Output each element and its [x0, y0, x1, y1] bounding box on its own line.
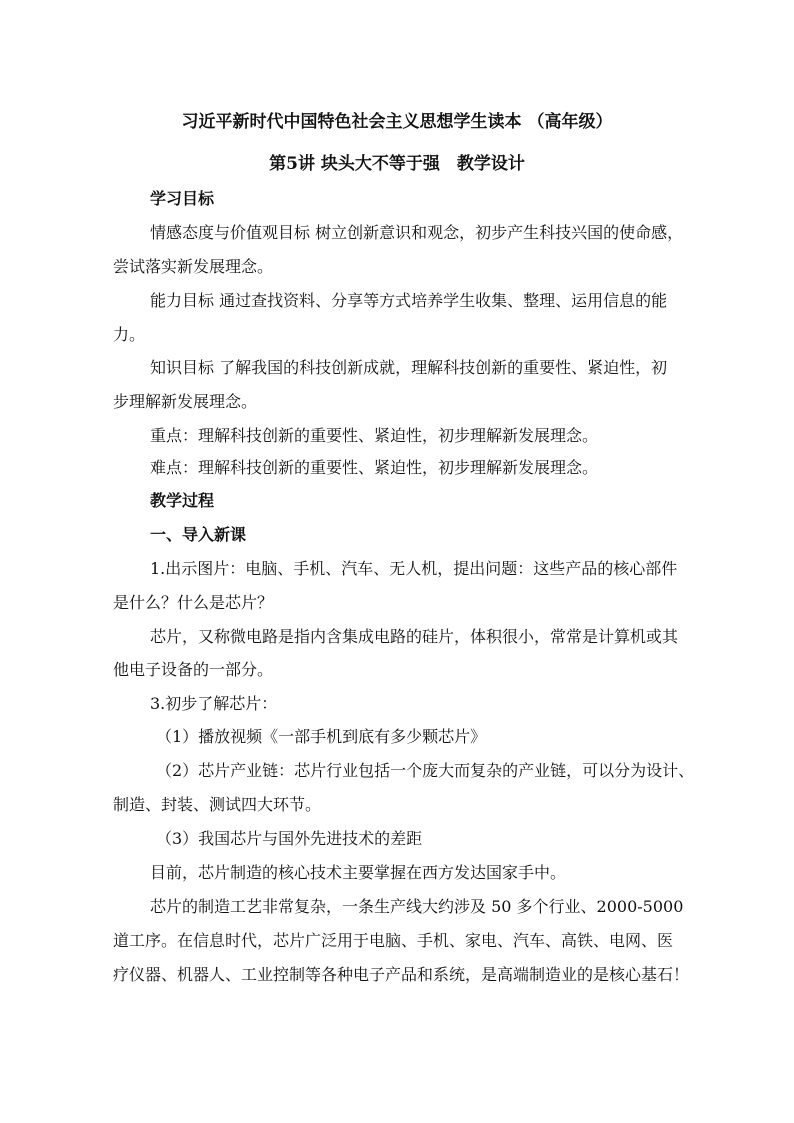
ability-goal-line-2: 力。: [113, 325, 146, 344]
current-state: 目前，芯片制造的核心技术主要掌握在西方发达国家手中。: [150, 863, 567, 882]
difficult-point: 难点：理解科技创新的重要性、紧迫性，初步理解新发展理念。: [150, 458, 599, 477]
knowledge-goal-line-2: 步理解新发展理念。: [113, 392, 258, 411]
sub-item-3: （3）我国芯片与国外先进技术的差距: [156, 829, 423, 848]
document-title: 习近平新时代中国特色社会主义思想学生读本 （高年级）: [181, 112, 613, 132]
emotion-goal-line-1: 情感态度与价值观目标 树立创新意识和观念，初步产生科技兴国的使命感，: [150, 223, 684, 242]
intro-heading: 一、导入新课: [150, 525, 247, 544]
item-3: 3.初步了解芯片：: [150, 694, 278, 713]
sub-item-1: （1）播放视频《一部手机到底有多少颗芯片》: [156, 727, 487, 746]
lesson-subtitle: 第5讲 块头大不等于强 教学设计: [269, 154, 525, 174]
sub-item-2-line-1: （2）芯片产业链：芯片行业包括一个庞大而复杂的产业链，可以分为设计、: [156, 761, 695, 780]
ability-goal-line-1: 能力目标 通过查找资料、分享等方式培养学生收集、整理、运用信息的能: [150, 291, 668, 310]
knowledge-goal-line-1: 知识目标 了解我国的科技创新成就，理解科技创新的重要性、紧迫性，初: [150, 358, 668, 377]
teaching-process-heading: 教学过程: [150, 491, 215, 510]
process-detail-line-3: 疗仪器、机器人、工业控制等各种电子产品和系统，是高端制造业的是核心基石！: [113, 965, 690, 984]
process-detail-line-2: 道工序。在信息时代，芯片广泛用于电脑、手机、家电、汽车、高铁、电网、医: [113, 931, 674, 950]
chip-definition-line-1: 芯片，又称微电路是指内含集成电路的硅片，体积很小，常常是计算机或其: [150, 627, 679, 646]
learning-goals-heading: 学习目标: [150, 189, 215, 208]
chip-definition-line-2: 他电子设备的一部分。: [113, 660, 274, 679]
item-1-line-1: 1.出示图片：电脑、手机、汽车、无人机，提出问题：这些产品的核心部件: [150, 559, 678, 578]
process-detail-line-1: 芯片的制造工艺非常复杂，一条生产线大约涉及 50 多个行业、2000-5000: [150, 897, 684, 916]
emotion-goal-line-2: 尝试落实新发展理念。: [113, 257, 274, 276]
sub-item-2-line-2: 制造、封装、测试四大环节。: [113, 795, 322, 814]
key-point: 重点：理解科技创新的重要性、紧迫性，初步理解新发展理念。: [150, 426, 599, 445]
item-1-line-2: 是什么？什么是芯片？: [113, 593, 274, 612]
